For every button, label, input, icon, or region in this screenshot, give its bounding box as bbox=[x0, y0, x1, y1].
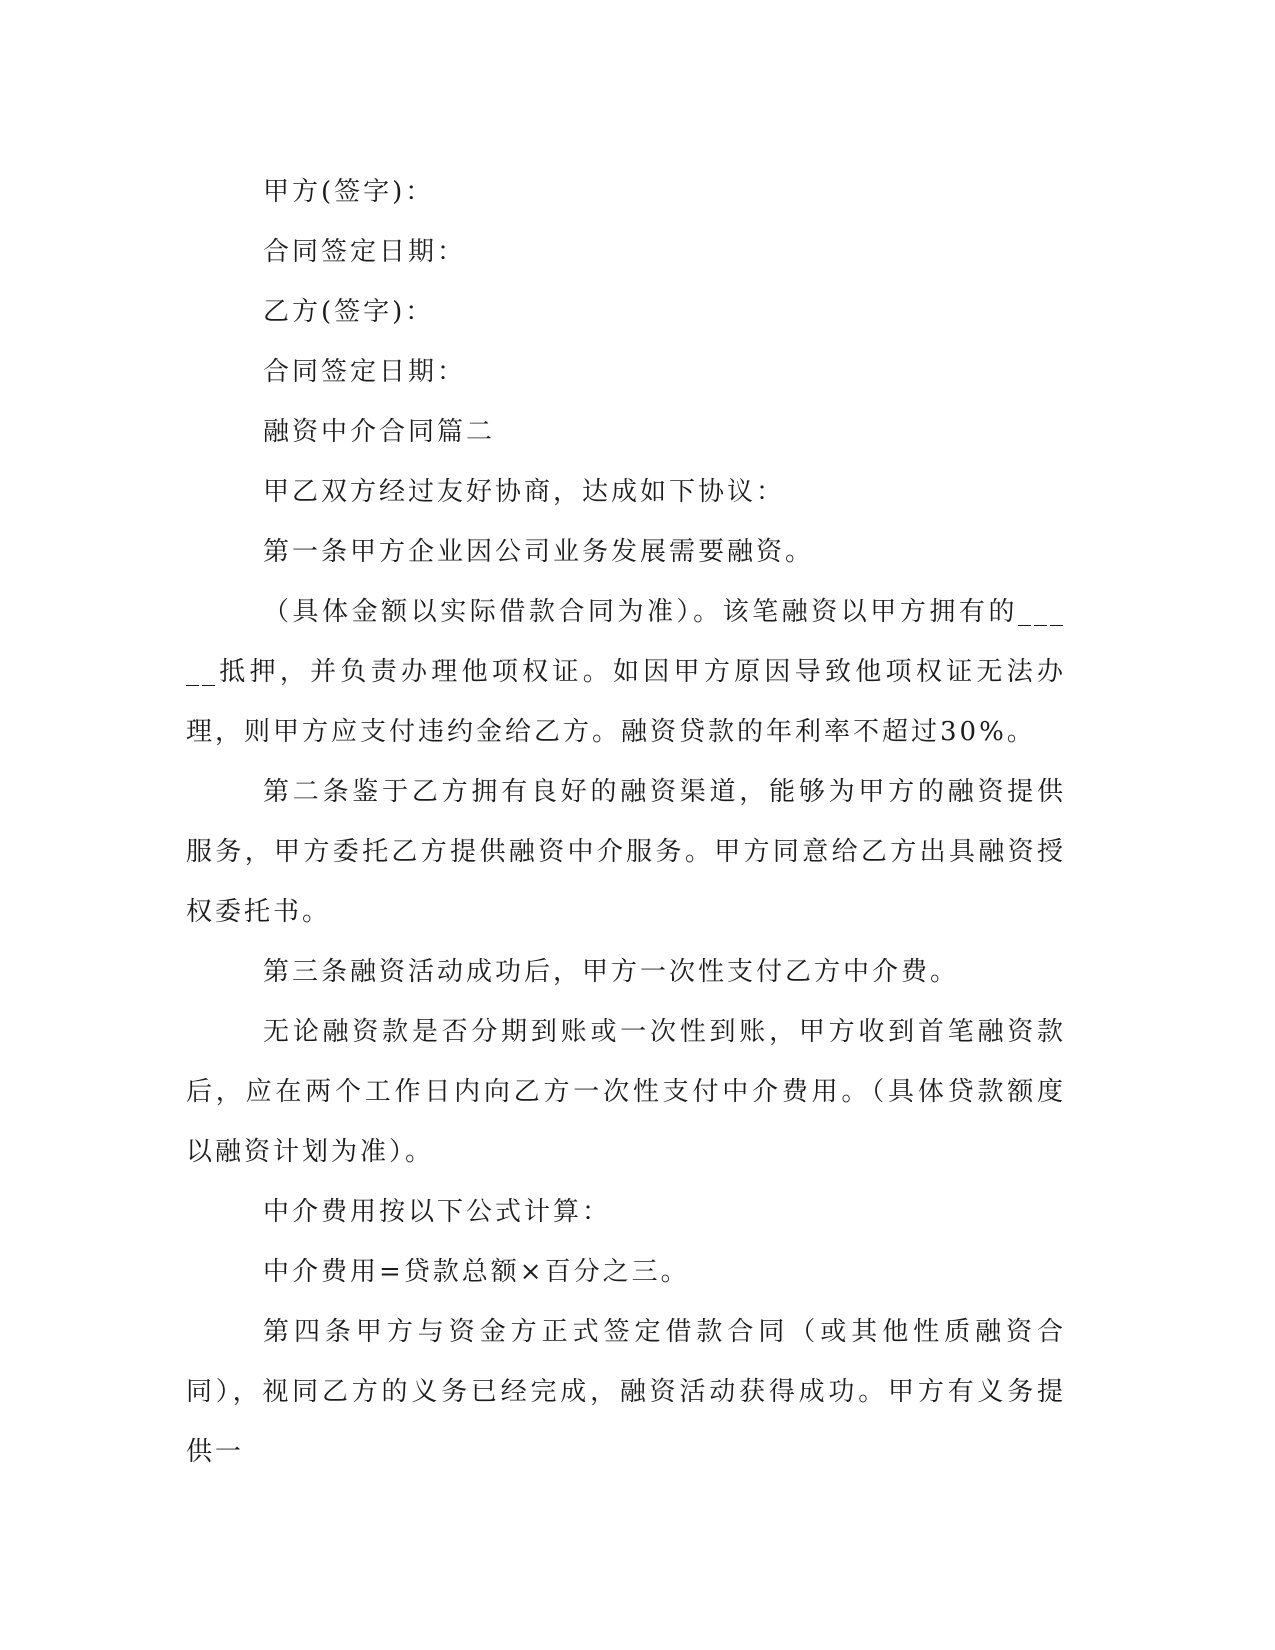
fee-formula: 中介费用=贷款总额×百分之三。 bbox=[263, 1257, 690, 1287]
party-b-signature-line: 乙方(签字)： bbox=[263, 297, 435, 327]
article-1-details: （具体金额以实际借款合同为准）。该笔融资以甲方拥有的_____抵押，并负责办理他项权证。如因甲方原因导致他项权证无法办理，则甲方应支付违约金给乙方。融资贷款的年利率不超过30%。 bbox=[186, 597, 1066, 747]
article-4: 第四条甲方与资金方正式签定借款合同（或其他性质融资合同），视同乙方的义务已经完成，融资活动获得成功。甲方有义务提供一 bbox=[186, 1317, 1066, 1467]
document-body bbox=[186, 162, 1066, 1482]
fee-formula-intro: 中介费用按以下公式计算： bbox=[263, 1197, 612, 1227]
party-a-signing-date-line: 合同签定日期： bbox=[263, 237, 467, 267]
party-a-signature-line: 甲方(签字)： bbox=[263, 177, 435, 207]
article-1: 第一条甲方企业因公司业务发展需要融资。 bbox=[263, 537, 815, 567]
article-3: 第三条融资活动成功后，甲方一次性支付乙方中介费。 bbox=[263, 957, 960, 987]
section-heading: 融资中介合同篇二 bbox=[263, 417, 496, 447]
agreement-intro: 甲乙双方经过友好协商，达成如下协议： bbox=[263, 477, 786, 507]
party-b-signing-date-line: 合同签定日期： bbox=[263, 357, 467, 387]
article-2: 第二条鉴于乙方拥有良好的融资渠道，能够为甲方的融资提供服务，甲方委托乙方提供融资中介服务。甲方同意给乙方出具融资授权委托书。 bbox=[186, 777, 1066, 927]
article-3-payment-terms: 无论融资款是否分期到账或一次性到账，甲方收到首笔融资款后，应在两个工作日内向乙方一次性支付中介费用。（具体贷款额度以融资计划为准）。 bbox=[186, 1017, 1066, 1167]
